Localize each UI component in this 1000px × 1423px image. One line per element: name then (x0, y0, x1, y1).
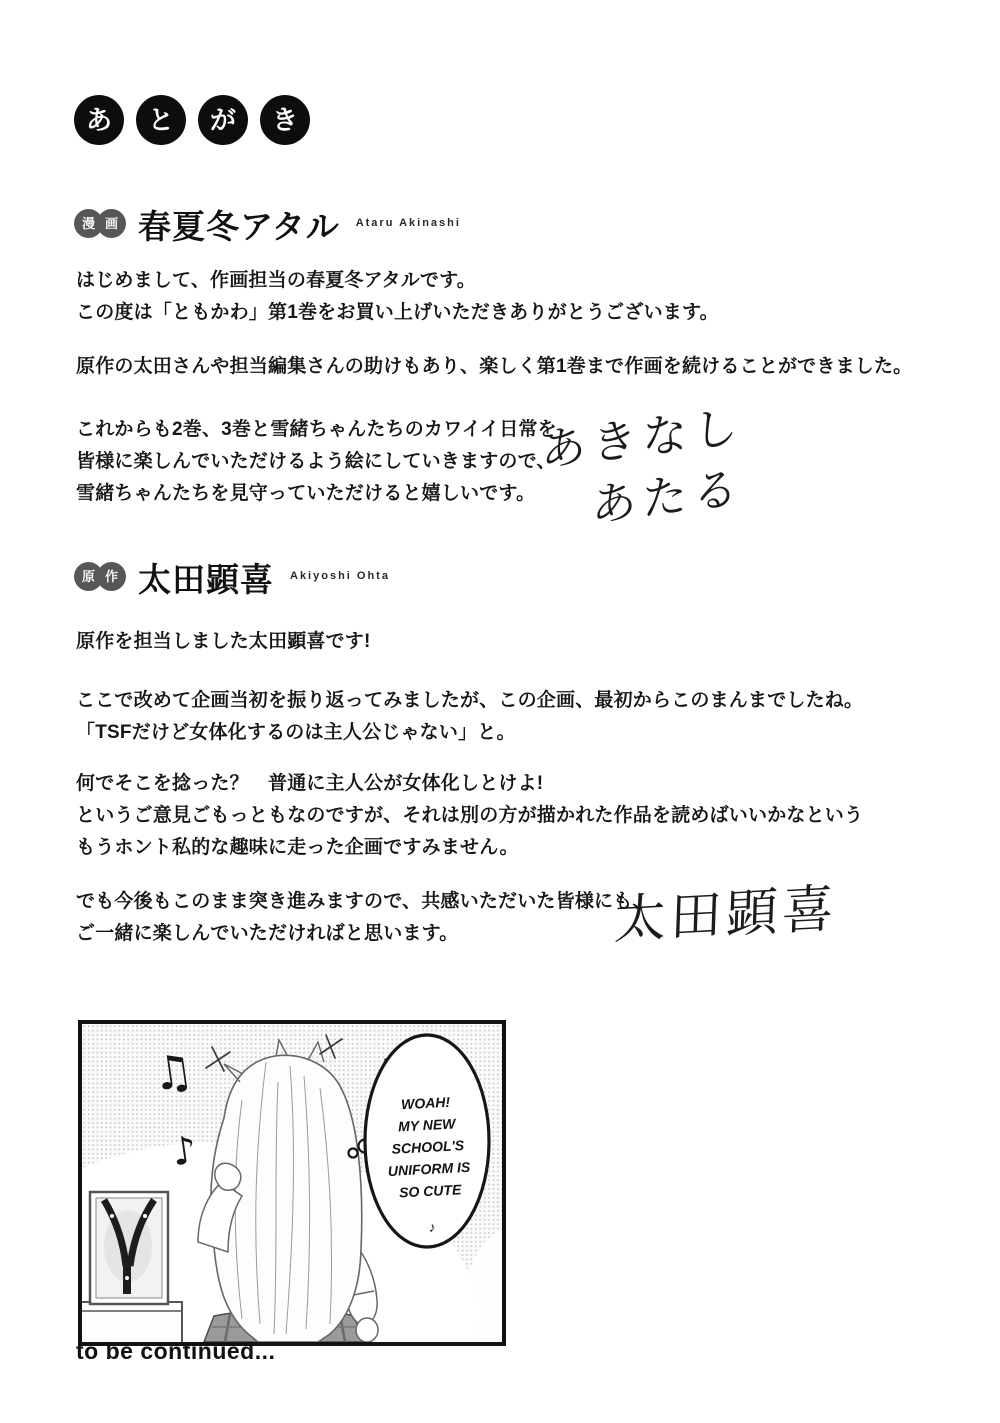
author-name-romanized: Akiyoshi Ohta (290, 570, 390, 582)
text-line: 原作を担当しました太田顕喜です! (76, 631, 371, 652)
artist-paragraph-2 (76, 351, 912, 383)
music-notes-icon: ♫ (148, 1042, 197, 1102)
badge-char: 画 (97, 209, 126, 238)
bubble-text-line: SCHOOL'S (391, 1137, 465, 1157)
text-line: もうホント私的な趣味に走った企画ですみません。 (76, 837, 519, 858)
title-char-circle: あ (74, 95, 124, 145)
bubble-text-line: SO CUTE (398, 1181, 462, 1201)
artist-section-header (74, 201, 461, 248)
text-line: 原作の太田さんや担当編集さんの助けもあり、楽しく第1巻まで作画を続けることができました。 (76, 356, 913, 377)
afterword-title (74, 95, 310, 145)
music-note-icon: ♪ (169, 1127, 200, 1175)
title-char-circle: き (260, 95, 310, 145)
signature-line: 太田顕喜 (612, 879, 839, 951)
bubble-note-icon: ♪ (428, 1218, 436, 1236)
text-line: ここで改めて企画当初を振り返ってみましたが、この企画、最初からこのまんまでしたね。 (76, 690, 864, 711)
author-section-header (74, 554, 390, 601)
badge-char: 原 (74, 562, 103, 591)
dresser-box (82, 1302, 182, 1342)
text-line: 皆様に楽しんでいただけるよう絵にしていきますので、 (76, 451, 556, 472)
author-paragraph-4 (76, 886, 652, 950)
artist-paragraph-3 (76, 414, 557, 510)
artist-signature (540, 389, 746, 541)
to-be-continued-text: to be continued... (76, 1338, 276, 1364)
author-paragraph-2 (76, 685, 863, 749)
text-line: でも今後もこのまま突き進みますので、共感いただいた皆様にも、 (76, 891, 652, 912)
signature-line: あたる (591, 460, 745, 533)
bubble-text-line: UNIFORM IS (387, 1158, 471, 1180)
original-work-role-badge (74, 562, 126, 591)
text-line: この度は「ともかわ」第1巻をお買い上げいただきありがとうございます。 (76, 302, 719, 323)
text-line: これからも2巻、3巻と雪緒ちゃんたちのカワイイ日常を (76, 419, 557, 440)
title-char-circle: が (198, 95, 248, 145)
author-paragraph-1 (76, 626, 371, 658)
manga-role-badge (74, 209, 126, 238)
text-line: 雪緒ちゃんたちを見守っていただけると嬉しいです。 (76, 483, 536, 504)
bubble-text-line: MY NEW (397, 1115, 456, 1135)
bubble-text-line: WOAH! (400, 1093, 451, 1113)
text-line: 「TSFだけど女体化するのは主人公じゃない」と。 (76, 722, 516, 743)
text-line: 何でそこを捻った？ 普通に主人公が女体化しとけよ! (76, 773, 544, 794)
text-line: というご意見ごもっともなのですが、それは別の方が描かれた作品を読めばいいかなという (76, 805, 864, 826)
artist-paragraph-1 (76, 265, 719, 329)
badge-char: 漫 (74, 209, 103, 238)
author-name: 太田顕喜 (138, 561, 274, 598)
artist-name-romanized: Ataru Akinashi (355, 217, 461, 229)
author-paragraph-3 (76, 768, 863, 864)
author-signature (613, 866, 839, 953)
text-line: ご一緒に楽しんでいただければと思います。 (76, 923, 459, 944)
mirror (90, 1192, 168, 1304)
text-line: はじめまして、作画担当の春夏冬アタルです。 (76, 270, 476, 291)
signature-line: あきなし (540, 399, 745, 478)
badge-char: 作 (97, 562, 126, 591)
panel-illustration (82, 1024, 502, 1342)
artist-name: 春夏冬アタル (138, 208, 340, 245)
manga-panel (78, 1020, 506, 1346)
title-char-circle: と (136, 95, 186, 145)
